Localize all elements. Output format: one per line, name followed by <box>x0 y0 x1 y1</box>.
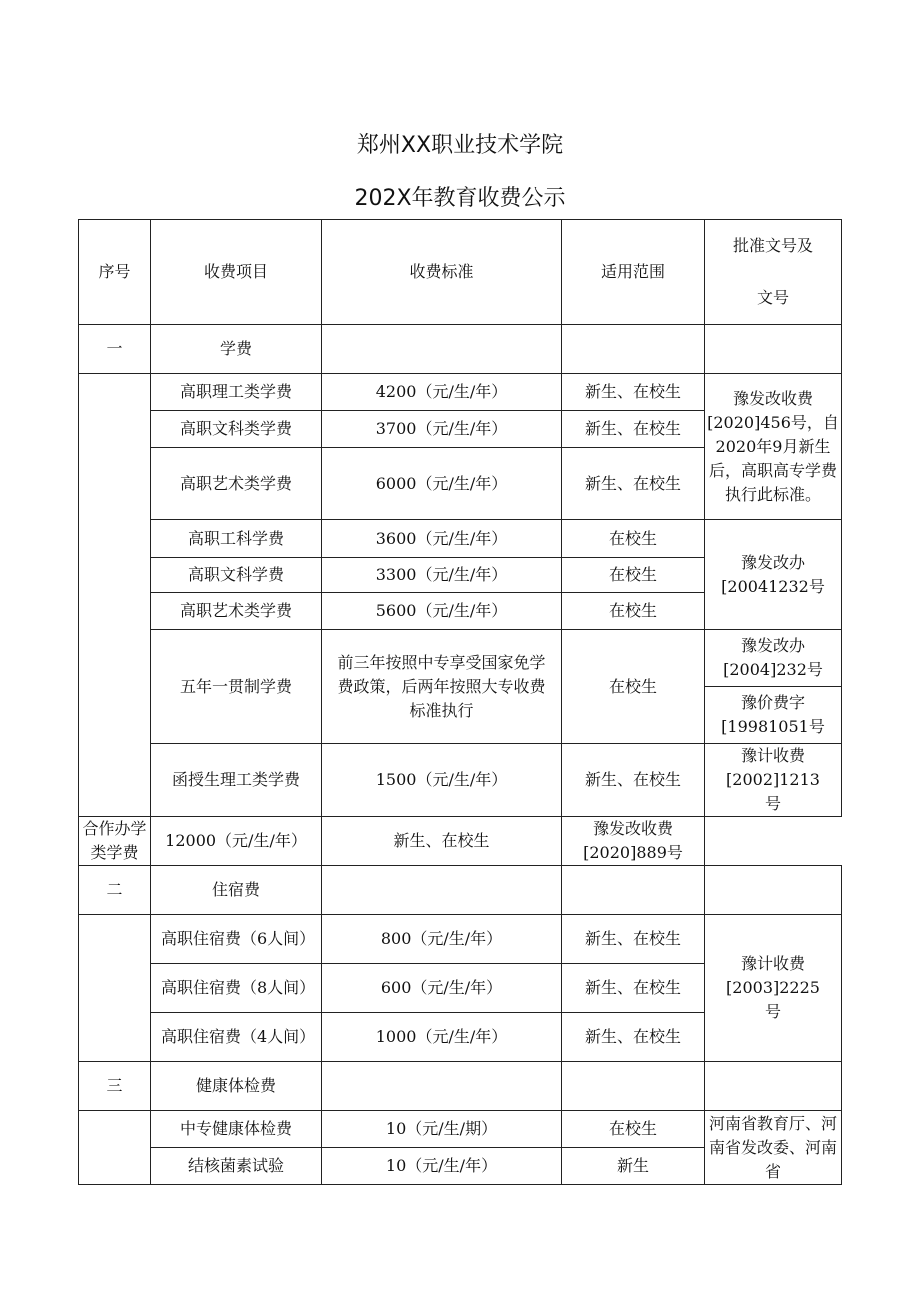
header-approval-line1: 批准文号及 <box>732 236 813 255</box>
fee-standard: 3600（元/生/年） <box>322 520 562 558</box>
approval-doc: 豫计收费[2003]2225号 <box>705 915 842 1062</box>
approval-doc: 河南省教育厅、河南省发改委、河南省 <box>705 1111 842 1185</box>
fee-standard: 800（元/生/年） <box>322 915 562 964</box>
fee-item: 结核菌素试验 <box>151 1148 322 1185</box>
header-seq: 序号 <box>79 220 151 325</box>
fee-standard: 5600（元/生/年） <box>322 593 562 630</box>
fee-standard: 前三年按照中专享受国家免学费政策，后两年按照大专收费标准执行 <box>322 630 562 744</box>
approval-doc: 豫发改办[20041232号 <box>705 520 842 630</box>
fee-item: 高职理工类学费 <box>151 374 322 411</box>
fee-scope: 在校生 <box>562 558 705 593</box>
section-name: 住宿费 <box>151 866 322 915</box>
section-name: 学费 <box>151 325 322 374</box>
header-approval-line2: 文号 <box>756 288 789 307</box>
approval-doc: 豫计收费[2002]1213号 <box>705 744 842 817</box>
header-item: 收费项目 <box>151 220 322 325</box>
fee-item: 五年一贯制学费 <box>151 630 322 744</box>
blank-seq-cell <box>79 1111 151 1185</box>
document-subtitle: 202X年教育收费公示 <box>354 186 566 211</box>
header-scope: 适用范围 <box>562 220 705 325</box>
section-seq: 一 <box>79 325 151 374</box>
table-row <box>79 520 842 558</box>
approval-doc: 豫发改办[2004]232号 <box>705 630 842 687</box>
fee-scope: 新生、在校生 <box>562 411 705 448</box>
fee-standard: 6000（元/生/年） <box>322 448 562 520</box>
table-row <box>79 915 842 964</box>
fee-standard: 1500（元/生/年） <box>322 744 562 817</box>
fee-item: 高职住宿费（8人间） <box>151 964 322 1013</box>
fee-item: 中专健康体检费 <box>151 1111 322 1148</box>
fee-scope: 在校生 <box>562 593 705 630</box>
table-row <box>79 374 842 411</box>
section-row <box>79 866 842 915</box>
fee-standard: 1000（元/生/年） <box>322 1013 562 1062</box>
fee-standard: 12000（元/生/年） <box>151 817 322 866</box>
blank-seq-cell <box>79 915 151 1062</box>
fee-scope: 在校生 <box>562 630 705 744</box>
table-row <box>79 630 842 687</box>
fee-table <box>78 219 842 1185</box>
fee-scope: 新生、在校生 <box>562 1013 705 1062</box>
fee-standard: 600（元/生/年） <box>322 964 562 1013</box>
table-row <box>79 1111 842 1148</box>
section-row <box>79 325 842 374</box>
header-approval <box>705 220 842 325</box>
section-seq: 三 <box>79 1062 151 1111</box>
header-row <box>79 220 842 325</box>
fee-scope: 新生、在校生 <box>562 374 705 411</box>
approval-doc: 豫发改收费[2020]889号 <box>562 817 705 866</box>
table-row <box>79 744 842 817</box>
document-title: 郑州XX职业技术学院 <box>356 133 564 158</box>
fee-scope: 新生、在校生 <box>562 744 705 817</box>
section-name: 健康体检费 <box>151 1062 322 1111</box>
fee-scope: 新生、在校生 <box>562 915 705 964</box>
header-standard: 收费标准 <box>322 220 562 325</box>
fee-item: 高职文科学费 <box>151 558 322 593</box>
fee-item: 高职文科类学费 <box>151 411 322 448</box>
fee-item: 合作办学类学费 <box>79 817 151 866</box>
blank-seq-cell <box>79 374 151 817</box>
fee-scope: 新生、在校生 <box>562 964 705 1013</box>
fee-scope: 新生 <box>562 1148 705 1185</box>
fee-item: 高职住宿费（6人间） <box>151 915 322 964</box>
fee-scope: 新生、在校生 <box>322 817 562 866</box>
fee-standard: 3300（元/生/年） <box>322 558 562 593</box>
fee-item: 函授生理工类学费 <box>151 744 322 817</box>
approval-doc: 豫发改收费[2020]456号，自2020年9月新生后，高职高专学费执行此标准。 <box>705 374 842 520</box>
fee-item: 高职住宿费（4人间） <box>151 1013 322 1062</box>
fee-item: 高职艺术类学费 <box>151 448 322 520</box>
section-row <box>79 1062 842 1111</box>
fee-standard: 10（元/生/期） <box>322 1111 562 1148</box>
fee-standard: 3700（元/生/年） <box>322 411 562 448</box>
table-row <box>79 817 842 866</box>
fee-scope: 在校生 <box>562 520 705 558</box>
fee-item: 高职工科学费 <box>151 520 322 558</box>
fee-item: 高职艺术类学费 <box>151 593 322 630</box>
fee-scope: 新生、在校生 <box>562 448 705 520</box>
approval-doc: 豫价费字[19981051号 <box>705 687 842 744</box>
section-seq: 二 <box>79 866 151 915</box>
fee-standard: 4200（元/生/年） <box>322 374 562 411</box>
fee-standard: 10（元/生/年） <box>322 1148 562 1185</box>
fee-scope: 在校生 <box>562 1111 705 1148</box>
